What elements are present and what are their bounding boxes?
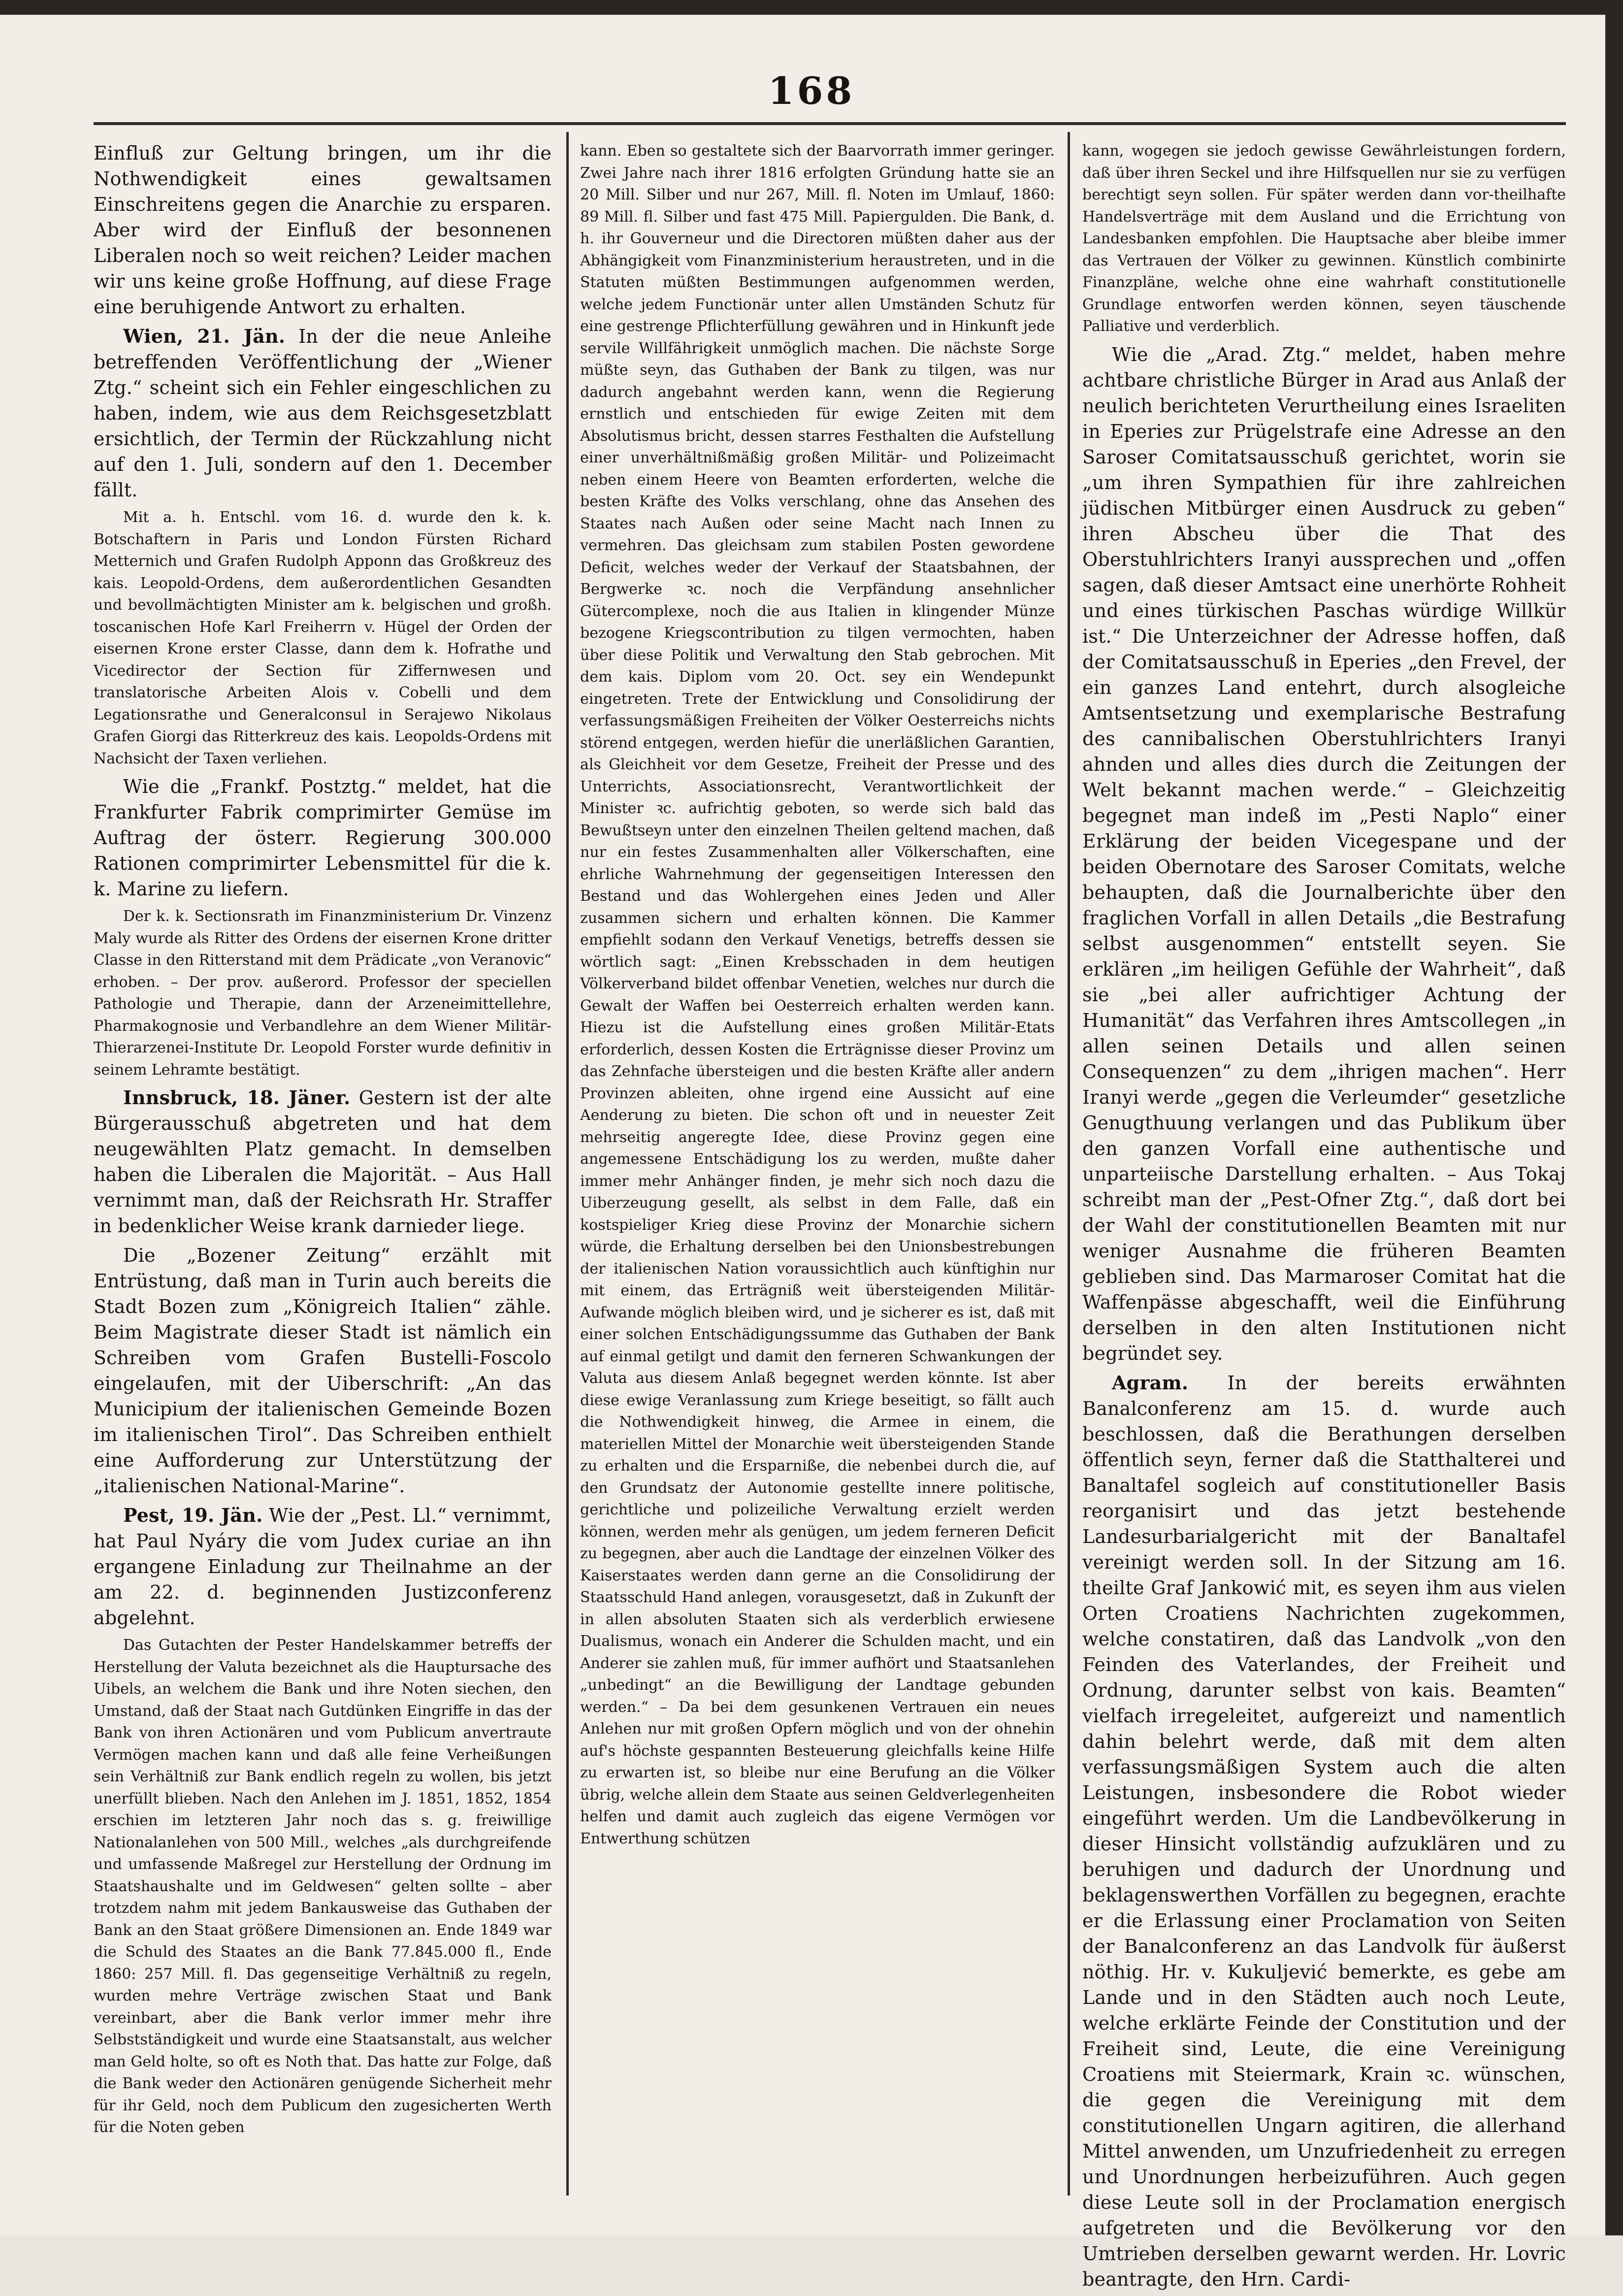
article-paragraph-with-dateline	[94, 324, 552, 503]
paragraph-text: kann, wogegen sie jedoch gewisse Gewährleistungen fordern, daß über ihren Seckel und ihre Hilfsquellen nur sie zu verfügen berechtigt seyn sollen. Für später werden dann vor-theilhafte Handelsverträge mit dem Ausland und die Errichtung von Landesbanken empfohlen. Die Hauptsache aber bleibe immer das Vertrauen der Völker zu gewinnen. Künstlich combinirte Finanzpläne, welche ohne eine wahrhaft constitutionelle Grundlage entworfen werden können, seyen täuschende Palliative und verderblich.	[1082, 142, 1566, 335]
paragraph-text: Gestern ist der alte Bürgerausschuß abgetreten und hat dem neugewählten Platz gemacht. In demselben haben die Liberalen die Majorität. – Aus Hall vernimmt man, daß der Reichsrath Hr. Straffer in bedenklicher Weise krank darnieder liege.	[94, 1087, 552, 1237]
article-paragraph	[94, 140, 552, 320]
paragraph-text: In der die neue Anleihe betreffenden Veröffentlichung der „Wiener Ztg.“ scheint sich ein Fehler eingeschlichen zu haben, indem, wie aus dem Reichsgesetzblatt ersichtlich, der Termin der Rückzahlung nicht auf den 1. Juli, sondern auf den 1. December fällt.	[94, 326, 552, 501]
dateline: Wien, 21. Jän.	[123, 325, 286, 347]
paragraph-text: Wie die „Arad. Ztg.“ meldet, haben mehre achtbare christliche Bürger in Arad aus Anlaß der neulich berichteten Verurtheilung eines Israeliten in Eperies zur Prügelstrafe eine Adresse an den Saroser Comitatsausschuß gerichtet, worin sie „um ihren Sympathien für ihre zahlreichen jüdischen Mitbürger einen Ausdruck zu geben“ ihren Abscheu über die That des Oberstuhlrichters Iranyi aussprechen und „offen sagen, daß dieser Amtsact eine unerhörte Rohheit und eines türkischen Paschas würdige Willkür ist.“ Die Unterzeichner der Adresse hoffen, daß der Comitatsausschuß in Eperies „den Frevel, der ein ganzes Land entehrt, durch alsogleiche Amtsentsetzung und exemplarische Bestrafung des cannibalischen Oberstuhlrichters Iranyi ahnden und alles dies durch die Zeitungen der Welt bekannt machen werde.“ – Gleichzeitig begegnet man indeß im „Pesti Naplo“ einer Erklärung der beiden Vicegespane und der beiden Obernotare des Saroser Comitats, welche behaupten, daß die Journalberichte über den fraglichen Vorfall in allen Details „die Bestrafung selbst ausgenommen“ entstellt seyen. Sie erklären „im heiligen Gefühle der Wahrheit“, daß sie „bei aller aufrichtiger Achtung der Humanität“ das Verfahren ihres Amtscollegen „in allen seinen Details und allen seinen Consequenzen“ zu dem „ihrigen machen“. Herr Iranyi werde „gegen die Verleumder“ gesetzliche Genugthuung verlangen und das Publikum über den ganzen Vorfall eine authentische und unparteiische Darstellung erhalten. – Aus Tokaj schreibt man der „Pest-Ofner Ztg.“, daß dort bei der Wahl der constitutionellen Beamten mit nur weniger Ausnahme die früheren Beamten geblieben sind. Das Marmaroser Comitat hat die Waffenpässe abgeschafft, weil die Einführung derselben in den alten Institutionen nicht begründet sey.	[1082, 343, 1566, 1364]
article-paragraph-with-dateline	[1082, 1370, 1566, 2292]
paragraph-text: kann. Eben so gestaltete sich der Baarvorrath immer geringer. Zwei Jahre nach ihrer 1816 erfolgten Gründung hatte sie an 20 Mill. Silber und nur 267, Mill. fl. Noten im Umlauf, 1860: 89 Mill. fl. Silber und fast 475 Mill. Papiergulden. Die Bank, d. h. ihr Gouverneur und die Directoren müßten daher aus der Abhängigkeit vom Finanzministerium heraustreten, und in die Statuten müßten Bestimmungen aufgenommen werden, welche jedem Functionär unter allen Umständen Schutz für eine gestrenge Pflichterfüllung gewähren und in Hinkunft jede servile Willfährigkeit unmöglich machen. Die nächste Sorge müßte seyn, das Guthaben der Bank zu tilgen, was nur dadurch angebahnt werden kann, wenn die Regierung ernstlich und entschieden für ewige Zeiten mit dem Absolutismus bricht, dessen starres Festhalten die Aufstellung einer unverhältnißmäßig großen Militär- und Polizeimacht neben einem Heere von Beamten erforderten, welche die besten Kräfte des Volks verschlang, ohne das Ansehen des Staates nach Außen oder seine Macht nach Innen zu vermehren. Das gleichsam zum stabilen Posten gewordene Deficit, welches weder der Verkauf der Staatsbahnen, der Bergwerke ꝛc. noch die Verpfändung ansehnlicher Gütercomplexe, noch die aus Italien in klingender Münze bezogene Kriegscontribution zu tilgen vermochten, haben über diese Politik und Verwaltung den Stab gebrochen. Mit dem kais. Diplom vom 20. Oct. sey ein Wendepunkt eingetreten. Trete der Entwicklung und Consolidirung der verfassungsmäßigen Freiheiten der Völker Oesterreichs nichts störend entgegen, werden hiefür die unerläßlichen Garantien, als Gleichheit vor dem Gesetze, Freiheit der Presse und des Unterrichts, Associationsrecht, Verantwortlichkeit der Minister ꝛc. aufrichtig geboten, so werde sich bald das Bewußtseyn unter den einzelnen Theilen geltend machen, daß nur ein festes Zusammenhalten aller Völkerschaften, eine ehrliche Wahrnehmung der gegenseitigen Interessen den Bestand und das Wohlergehen eines Jeden und Aller zusammen sichern und erhalten können. Die Kammer empfiehlt sodann den Verkauf Venetigs, betreffs dessen sie wörtlich sagt: „Einen Krebsschaden in dem heutigen Völkerverband bildet offenbar Venetien, welches nur durch die Gewalt der Waffen bei Oesterreich erhalten werden kann. Hiezu ist die Aufstellung eines großen Militär-Etats erforderlich, dessen Kosten die Erträgnisse dieser Provinz um das Zehnfache übersteigen und die besten Kräfte aller andern Provinzen ableiten, ohne irgend eine Aussicht auf eine Aenderung zu bieten. Die schon oft und in neuester Zeit mehrseitig angeregte Idee, diese Provinz gegen eine angemessene Entschädigung los zu werden, mußte daher immer mehr Anhänger finden, je mehr sich noch dazu die Uiberzeugung gesellt, als selbst in dem Falle, daß ein kostspieliger Krieg diese Provinz der Monarchie sichern würde, die Erhaltung derselben bei den Unionsbestrebungen der italienischen Nation voraussichtlich auch künftighin nur mit einem, das Erträgniß weit übersteigenden Militär-Aufwande möglich bleiben wird, und je sicherer es ist, daß mit einer solchen Entschädigungssumme das Guthaben der Bank auf einmal getilgt und damit den ferneren Schwankungen der Valuta aus diesem Anlaß begegnet werden könnte. Ist aber diese ewige Veranlassung zum Kriege beseitigt, so fällt auch die Nothwendigkeit hinweg, die Armee in einem, die materiellen Mittel der Monarchie weit übersteigenden Stande zu erhalten und die Ersparniße, die nebenbei durch die, auf den Grundsatz der Autonomie gestellte innere politische, gerichtliche und polizeiliche Verwaltung erzielt werden können, werden mehr als genügen, um jedem ferneren Deficit zu begegnen, aber auch die Landtage der einzelnen Völker des Kaiserstaates werden dann gerne an die Consolidirung der Staatsschuld Hand anlegen, vorausgesetzt, daß in Zukunft der in allen absoluten Staaten sich als verderblich erwiesene Dualismus, wonach ein Anderer die Schulden macht, und ein Anderer sie zahlen muß, für immer aufhört und Staatsanlehen „unbedingt“ an die Bewilligung der Landtage gebunden werden.“ – Da bei dem gesunkenen Vertrauen ein neues Anlehen nur mit großen Opfern möglich und von der ohnehin auf's höchste gespannten Besteuerung gleichfalls keine Hilfe zu erwarten ist, so bleibe nur eine Berufung an die Völker übrig, welche allein dem Staate aus seinen Geldverlegenheiten helfen und damit auch zugleich das eigene Vermögen vor Entwerthung schützen	[580, 142, 1055, 1847]
article-paragraph	[94, 906, 552, 1081]
article-paragraph	[94, 507, 552, 770]
article-paragraph	[94, 1243, 552, 1499]
paragraph-text: Wie die „Frankf. Postztg.“ meldet, hat die Frankfurter Fabrik comprimirter Gemüse im Auftrag der österr. Regierung 300.000 Rationen comprimirter Lebensmittel für die k. k. Marine zu liefern.	[94, 776, 552, 900]
paragraph-gap	[1082, 2292, 1566, 2296]
article-paragraph	[94, 1635, 552, 2139]
paragraph-text: Einfluß zur Geltung bringen, um ihr die Nothwendigkeit eines gewaltsamen Einschreitens gegen die Anarchie zu ersparen. Aber wird der Einfluß der besonnenen Liberalen noch so weit reichen? Leider machen wir uns keine große Hoffnung, auf diese Frage eine beruhigende Antwort zu erhalten.	[94, 142, 552, 318]
dateline: Agram.	[1112, 1371, 1189, 1394]
paragraph-gap	[94, 1499, 552, 1503]
paragraph-gap	[94, 503, 552, 507]
column-divider-1	[566, 132, 569, 2196]
paragraph-text: Die „Bozener Zeitung“ erzählt mit Entrüstung, daß man in Turin auch bereits die Stadt Bozen zum „Königreich Italien“ zähle. Beim Magistrate dieser Stadt ist nämlich ein Schreiben vom Grafen Bustelli-Foscolo eingelaufen, mit der Uiberschrift: „An das Municipium der italienischen Gemeinde Bozen im italienischen Tirol“. Das Schreiben enthielt eine Aufforderung zur Unterstützung der „italienischen National-Marine“.	[94, 1245, 552, 1497]
article-paragraph	[580, 140, 1055, 1850]
column-divider-2	[1068, 132, 1070, 2196]
dateline: Innsbruck, 18. Jäner.	[123, 1086, 351, 1109]
column-1	[94, 140, 552, 2199]
paragraph-text: Wie der „Pest. Ll.“ vernimmt, hat Paul Nyáry die vom Judex curiae an ihn ergangene Einladung zur Theilnahme an der am 22. d. beginnenden Justizconferenz abgelehnt.	[94, 1505, 552, 1629]
paragraph-gap	[94, 1081, 552, 1085]
column-2	[580, 140, 1055, 2199]
paragraph-text: Mit a. h. Entschl. vom 16. d. wurde den k. k. Botschaftern in Paris und London Fürsten Richard Metternich und Grafen Rudolph Apponn das Großkreuz des kais. Leopold-Ordens, dem außerordentlichen Gesandten und bevollmächtigten Minister am k. belgischen und großh. toscanischen Hofe Karl Freiherrn v. Hügel der Orden der eisernen Krone erster Classe, dann dem k. Hofrathe und Vicedirector der Section für Ziffernwesen und translatorische Arbeiten Alois v. Cobelli und dem Legationsrathe und Generalconsul in Serajewo Nikolaus Grafen Giorgi das Ritterkreuz des kais. Leopolds-Ordens mit Nachsicht der Taxen verliehen.	[94, 509, 552, 767]
page-number: 168	[768, 69, 855, 113]
paragraph-gap	[580, 1850, 1055, 1854]
article-paragraph	[1082, 342, 1566, 1366]
paragraph-gap	[94, 2139, 552, 2143]
paragraph-gap	[94, 320, 552, 324]
paragraph-text: In der bereits erwähnten Banalconferenz am 15. d. wurde auch beschlossen, daß die Berathungen derselben öffentlich seyn, ferner daß die Statthalterei und Banaltafel sogleich auf constitutioneller Basis reorganisirt und das jetzt bestehende Landesurbarialgericht mit der Banaltafel vereinigt werden soll. In der Sitzung am 16. theilte Graf Jankowić mit, es seyen ihm aus vielen Orten Croatiens Nachrichten zugekommen, welche constatiren, daß das Landvolk „von den Feinden des Vaterlandes, der Freiheit und Ordnung, darunter selbst von kais. Beamten“ vielfach irregeleitet, aufgereizt und namentlich dahin belehrt werde, daß mit dem alten verfassungsmäßigen System auch die alten Leistungen, insbesondere die Robot wieder eingeführt werden. Um die Landbevölkerung in dieser Hinsicht vollständig aufzuklären und zu beruhigen und dadurch der Unordnung und beklagenswerthen Vorfällen zu begegnen, erachte er die Erlassung einer Proclamation von Seiten der Banalconferenz an das Landvolk für äußerst nöthig. Hr. v. Kukuljević bemerkte, es gebe am Lande und in den Städten auch noch Leute, welche erklärte Feinde der Constitution und der Freiheit sind, Leute, die eine Vereinigung Croatiens mit Steiermark, Krain ꝛc. wünschen, die gegen die Vereinigung mit dem constitutionellen Ungarn agitiren, die allerhand Mittel anwenden, um Unzufriedenheit zu erregen und Unordnungen herbeizuführen. Auch gegen diese Leute soll in der Proclamation energisch aufgetreten und die Bevölkerung vor den Umtrieben derselben gewarnt werden. Hr. Lovric beantragte, den Hrn. Cardi-	[1082, 1372, 1566, 2290]
header-rule	[94, 122, 1566, 125]
scan-edge-right	[1605, 0, 1623, 2235]
paragraph-gap	[1082, 338, 1566, 342]
article-paragraph-with-dateline	[94, 1503, 552, 1631]
paragraph-gap	[94, 770, 552, 774]
article-paragraph	[1082, 140, 1566, 338]
paragraph-text: Der k. k. Sectionsrath im Finanzministerium Dr. Vinzenz Maly wurde als Ritter des Ordens der eisernen Krone dritter Classe in den Ritterstand mit dem Prädicate „von Veranovic“ erhoben. – Der prov. außerord. Professor der speciellen Pathologie und Therapie, dann der Arzeneimittellehre, Pharmakognosie und Verbandlehre an dem Wiener Militär-Thierarzenei-Institute Dr. Leopold Forster wurde definitiv in seinem Lehramte bestätigt.	[94, 908, 552, 1079]
paragraph-gap	[94, 902, 552, 906]
paragraph-text: Das Gutachten der Pester Handelskammer betreffs der Herstellung der Valuta bezeichnet als die Hauptursache des Uibels, an welchem die Bank und ihre Noten siechen, den Umstand, daß der Staat nach Gutdünken Eingriffe in das der Bank von ihren Actionären und vom Publicum anvertraute Vermögen machen kann und daß alle feine Verheißungen sein Verhältniß zur Bank endlich regeln zu wollen, bis jetzt unerfüllt blieben. Nach den Anlehen im J. 1851, 1852, 1854 erschien im letzteren Jahr noch das s. g. freiwillige Nationalanlehen von 500 Mill., welches „als durchgreifende und umfassende Maßregel zur Herstellung der Ordnung im Staatshaushalte und im Geldwesen“ gelten sollte – aber trotzdem nahm mit jedem Bankausweise das Guthaben der Bank an den Staat größere Dimensionen an. Ende 1849 war die Schuld des Staates an die Bank 77.845.000 fl., Ende 1860: 257 Mill. fl. Das gegenseitige Verhältniß zu regeln, wurden mehre Verträge zwischen Staat und Bank vereinbart, aber die Bank verlor immer mehr ihre Selbstständigkeit und wurde eine Staatsanstalt, aus welcher man Geld holte, so oft es Noth that. Das hatte zur Folge, daß die Bank weder den Actionären genügende Sicherheit mehr für ihr Geld, noch dem Publicum den zugesicherten Werth für die Noten geben	[94, 1637, 552, 2136]
column-3	[1082, 140, 1566, 2290]
paragraph-gap	[94, 1239, 552, 1243]
paragraph-gap	[94, 1631, 552, 1635]
dateline: Pest, 19. Jän.	[123, 1504, 263, 1526]
paragraph-gap	[1082, 1366, 1566, 1370]
article-paragraph-with-dateline	[94, 1085, 552, 1239]
article-paragraph	[94, 774, 552, 902]
scan-edge-top	[0, 0, 1623, 15]
